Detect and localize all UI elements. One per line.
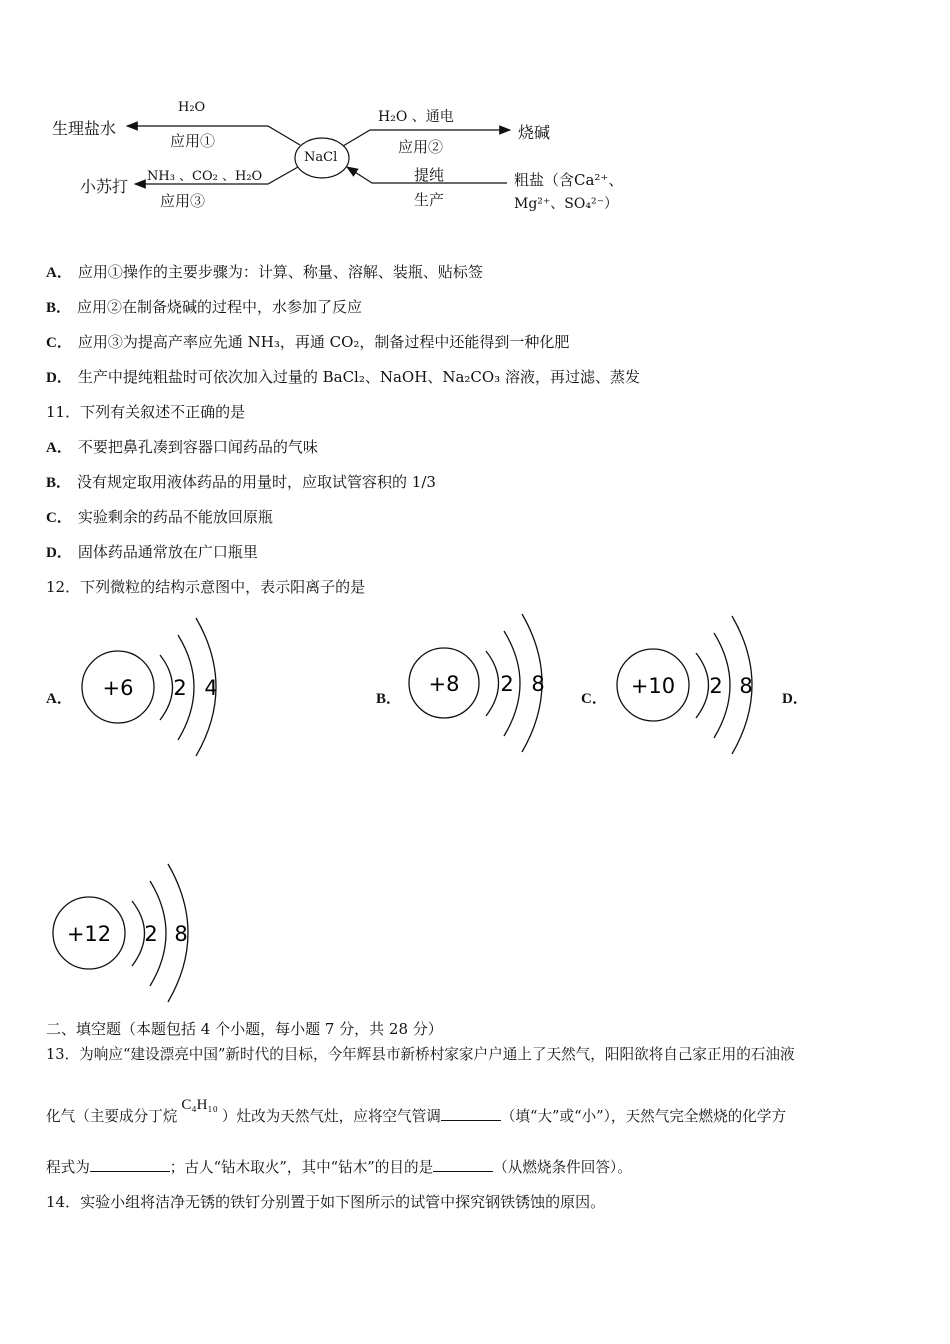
q13-line-1: 13．为响应“建设漂亮中国”新时代的目标，今年辉县市新桥村家家户户通上了天然气，阳阳欲将自己家正用的石油液 [46, 1046, 795, 1063]
shell-electrons: 8 [174, 922, 188, 946]
crude-salt-line2: Mg²⁺、SO₄²⁻） [514, 196, 618, 212]
shell-electrons: 2 [709, 674, 723, 698]
shell-electrons: 8 [531, 672, 545, 696]
nucleus-charge: +8 [428, 672, 460, 696]
q10-option-a [46, 262, 483, 283]
q13-text: （填“大”或“小”），天然气完全燃烧的化学方 [500, 1108, 787, 1125]
atom-diagram-a [60, 610, 230, 760]
option-text: 不要把鼻孔凑到容器口闻药品的气味 [77, 438, 318, 456]
q11-stem: 11．下列有关叙述不正确的是 [46, 403, 246, 421]
q11-option-b [46, 472, 436, 493]
application-3-label: 应用③ [160, 192, 206, 210]
option-label: A． [46, 440, 72, 456]
q13-line-2 [46, 1097, 787, 1127]
option-label: C． [46, 510, 72, 526]
q12-option-b-label: B． [376, 691, 402, 707]
q13-line-3 [46, 1157, 632, 1178]
q12-option-c-label: C． [581, 691, 607, 707]
option-text: 固体药品通常放在广口瓶里 [77, 543, 258, 561]
q13-text: 化气（主要成分丁烷 [46, 1108, 178, 1125]
shell-electrons: 8 [739, 674, 753, 698]
q13-text: （从燃烧条件回答）。 [493, 1159, 632, 1176]
option-label: B． [46, 300, 72, 316]
answer-blank-air-pipe[interactable] [441, 1106, 501, 1121]
option-label: C． [46, 335, 72, 351]
atom-diagram-d [40, 856, 210, 1006]
shell-electrons: 4 [204, 676, 218, 700]
option-text: 应用①操作的主要步骤为：计算、称量、溶解、装瓶、贴标签 [77, 263, 483, 281]
answer-blank-purpose[interactable] [433, 1157, 493, 1172]
nucleus-charge: +6 [102, 676, 134, 700]
answer-blank-equation[interactable] [90, 1157, 170, 1172]
shell-electrons: 2 [500, 672, 514, 696]
q10-option-b [46, 297, 362, 318]
application-1-label: 应用① [170, 132, 216, 150]
q13-text: ；古人“钻木取火”，其中“钻木”的目的是 [169, 1159, 434, 1176]
option-label: D． [46, 370, 72, 386]
nacl-flow-diagram [0, 95, 950, 220]
caustic-soda-label: 烧碱 [518, 123, 551, 142]
q10-option-c [46, 332, 569, 353]
atom-diagram-b [400, 606, 570, 756]
q14-stem: 14．实验小组将洁净无锈的铁钉分别置于如下图所示的试管中探究钢铁锈蚀的原因。 [46, 1193, 606, 1211]
option-text: 没有规定取用液体药品的用量时，应取试管容积的 1/3 [77, 473, 436, 491]
saline-label: 生理盐水 [52, 119, 117, 138]
crude-salt-line1: 粗盐（含Ca²⁺、 [514, 171, 624, 189]
caustic-soda-conditions: H₂O 、通电 [378, 109, 454, 125]
option-text: 应用②在制备烧碱的过程中，水参加了反应 [77, 298, 363, 316]
diagram-center-label: NaCl [304, 150, 338, 165]
option-label: A． [46, 265, 72, 281]
section-2-heading: 二、填空题（本题包括 4 个小题，每小题 7 分，共 28 分） [46, 1020, 443, 1038]
option-text: 实验剩余的药品不能放回原瓶 [77, 508, 273, 526]
q12-option-a-label: A． [46, 691, 72, 707]
q12-option-d-label: D． [782, 691, 808, 707]
q11-option-d [46, 542, 258, 563]
q12-stem: 12．下列微粒的结构示意图中，表示阳离子的是 [46, 578, 366, 596]
produce-label: 生产 [414, 191, 445, 209]
shell-electrons: 2 [173, 676, 187, 700]
q11-option-c [46, 507, 273, 528]
shell-electrons: 2 [144, 922, 158, 946]
option-label: D． [46, 545, 72, 561]
butane-formula: C₄H₁₀ [181, 1097, 218, 1113]
saline-reagent: H₂O [178, 100, 206, 115]
option-text: 生产中提纯粗盐时可依次加入过量的 BaCl₂、NaOH、Na₂CO₃ 溶液，再过滤、蒸发 [77, 368, 640, 386]
baking-soda-label: 小苏打 [80, 177, 129, 196]
purify-label: 提纯 [414, 166, 445, 184]
application-2-label: 应用② [398, 138, 444, 156]
flow-diagram-svg [0, 95, 950, 220]
q10-option-d [46, 367, 640, 388]
option-label: B． [46, 475, 72, 491]
q11-option-a [46, 437, 318, 458]
atom-diagram-c [606, 608, 776, 758]
q13-text: ）灶改为天然气灶，应将空气管调 [221, 1108, 441, 1125]
nucleus-charge: +12 [66, 922, 112, 946]
option-text: 应用③为提高产率应先通 NH₃，再通 CO₂，制备过程中还能得到一种化肥 [77, 333, 570, 351]
nucleus-charge: +10 [630, 674, 676, 698]
q13-text: 程式为 [46, 1159, 90, 1176]
baking-soda-reagents: NH₃ 、CO₂ 、H₂O [147, 169, 263, 184]
